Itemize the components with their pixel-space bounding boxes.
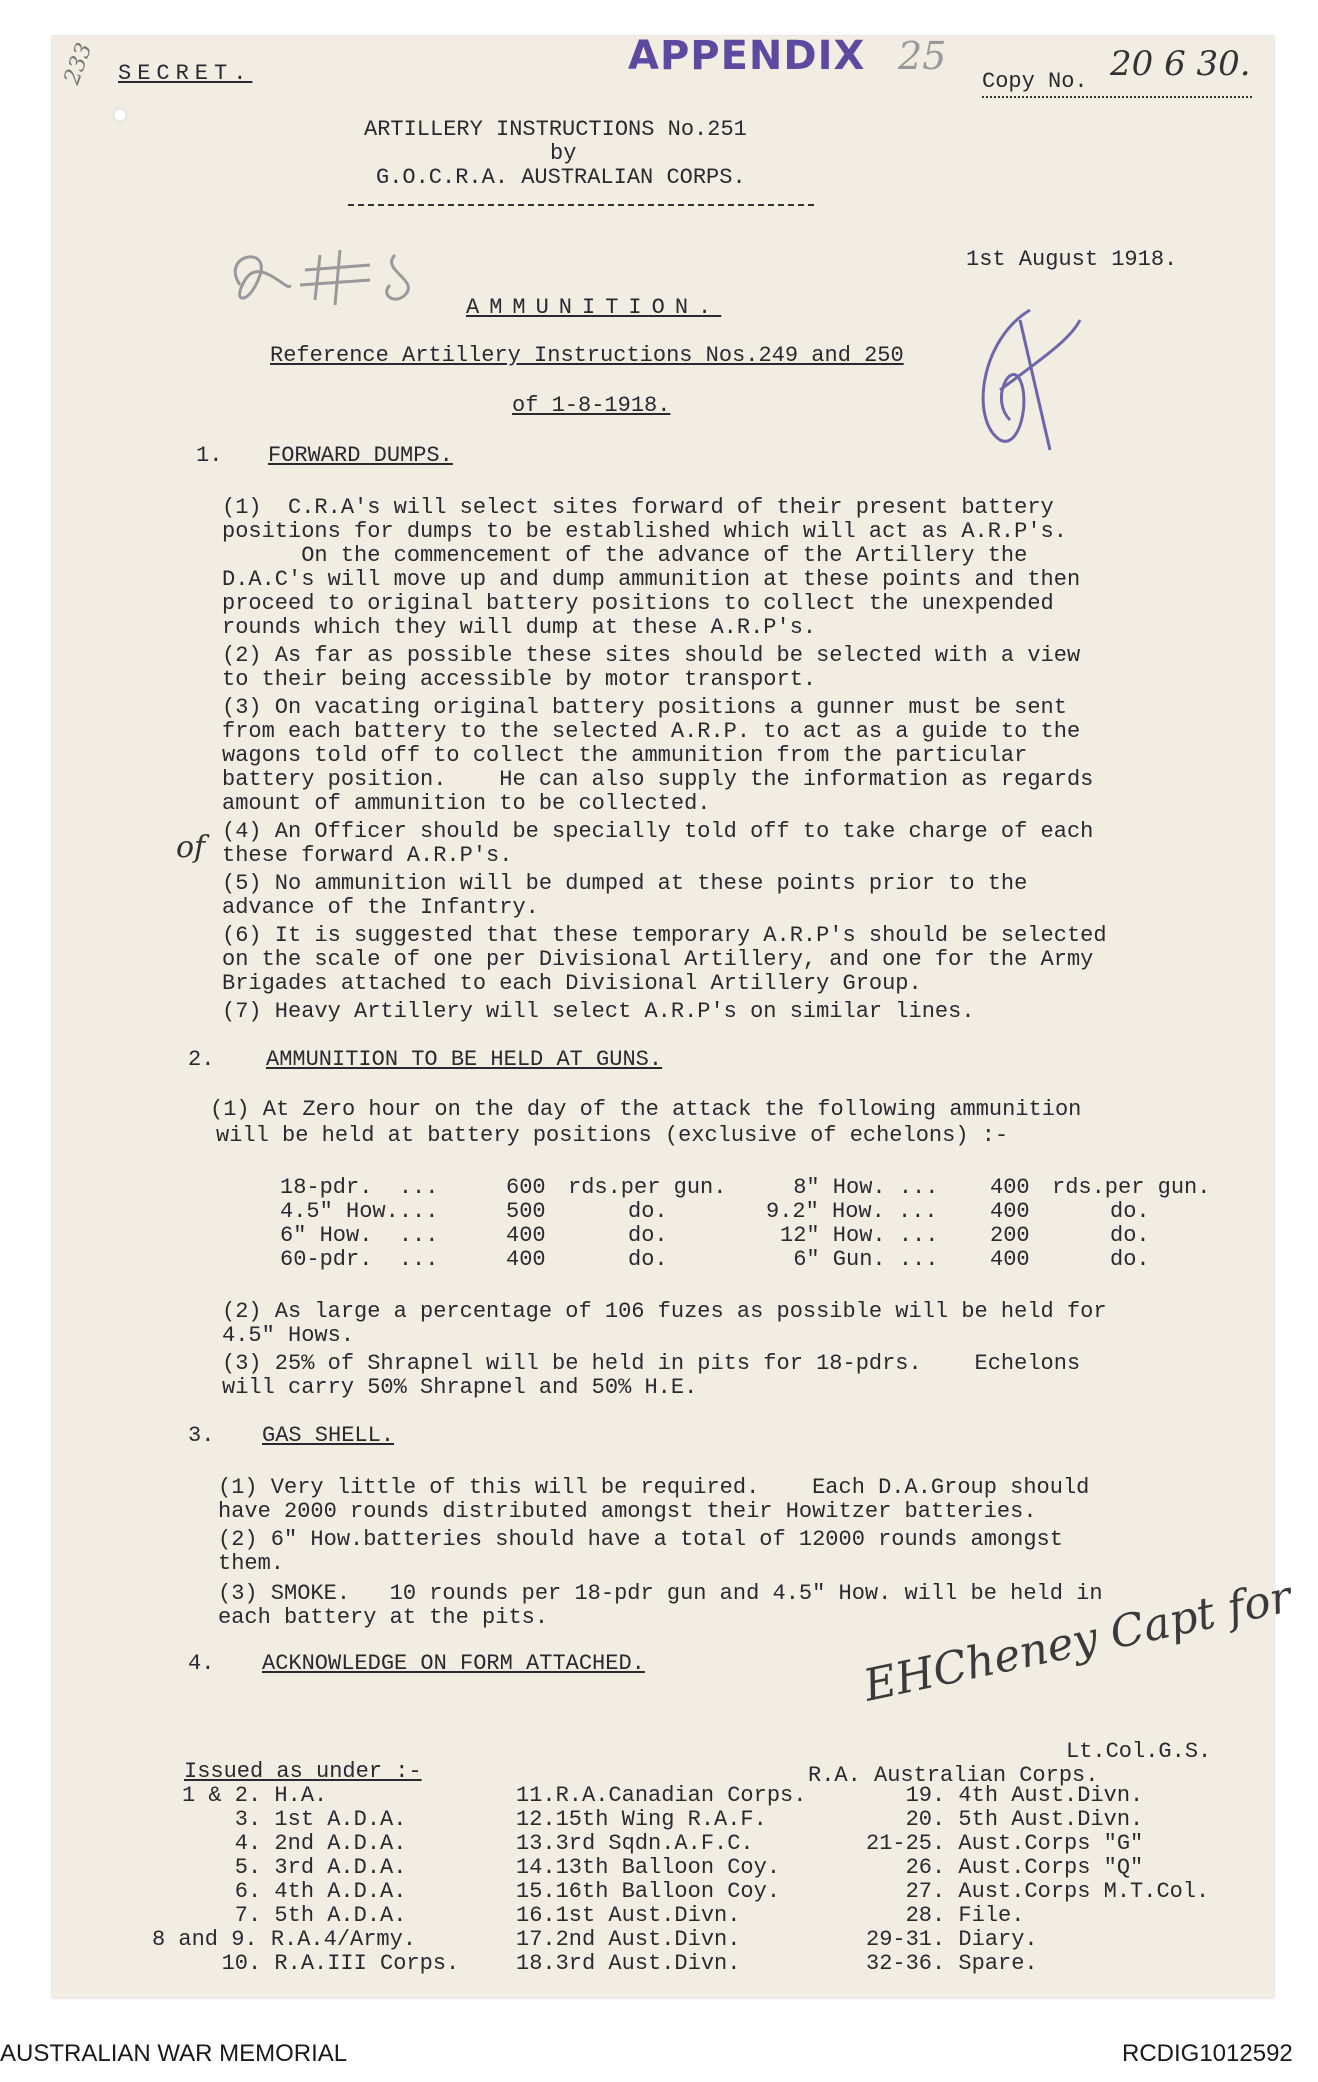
section3-number: 3. [188,1423,215,1448]
gun-quantity: 400 [990,1175,1030,1200]
s1-line: D.A.C's will move up and dump ammunition at these points and then [222,567,1081,592]
pencil-note: 233 [59,39,98,88]
s1-line: to their being accessible by motor transport. [222,667,817,692]
s3-line: each battery at the pits. [218,1605,549,1630]
appendix-stamp: APPENDIX [628,33,866,79]
document-date: 1st August 1918. [966,247,1178,272]
section1-number: 1. [196,443,223,468]
s1-line: (1) C.R.A's will select sites forward of their present battery [222,495,1054,520]
subject-reference-date: of 1-8-1918. [512,393,671,418]
list-item: 5. 3rd A.D.A. [182,1855,407,1880]
list-item: 18.3rd Aust.Divn. [516,1951,741,1976]
title-divider [348,204,814,206]
distribution-heading: Issued as under :- [184,1759,422,1784]
s3-line: (3) SMOKE. 10 rounds per 18-pdr gun and 4.5" How. will be held in [218,1581,1103,1606]
gun-unit: do. [628,1223,668,1248]
gun-unit: rds.per gun. [1052,1175,1211,1200]
s2-intro: will be held at battery positions (exclusive of echelons) :- [216,1123,1009,1148]
s1-line: amount of ammunition to be collected. [222,791,711,816]
list-item: 16.1st Aust.Divn. [516,1903,741,1928]
s1-line: these forward A.R.P's. [222,843,513,868]
s3-line: have 2000 rounds distributed amongst their Howitzer batteries. [218,1499,1037,1524]
list-item: 13.3rd Sqdn.A.F.C. [516,1831,754,1856]
gun-name: 6" Gun. ... [780,1247,939,1272]
gun-quantity: 500 [506,1199,546,1224]
list-item: 12.15th Wing R.A.F. [516,1807,767,1832]
s2-line: (2) As large a percentage of 106 fuzes as possible will be held for [222,1299,1107,1324]
gun-quantity: 400 [506,1247,546,1272]
list-item: 15.16th Balloon Coy. [516,1879,781,1904]
gun-name: 18-pdr. ... [280,1175,439,1200]
list-item: 6. 4th A.D.A. [182,1879,407,1904]
copy-label: Copy No. [982,69,1088,94]
s1-line: battery position. He can also supply the information as regards [222,767,1094,792]
list-item: 21-25. Aust.Corps "G" [866,1831,1144,1856]
list-item: 19. 4th Aust.Divn. [866,1783,1144,1808]
gun-name: 9.2" How. ... [766,1199,938,1224]
footer-source: AUSTRALIAN WAR MEMORIAL [0,2040,348,2067]
list-item: 17.2nd Aust.Divn. [516,1927,741,1952]
gun-unit: do. [1110,1199,1150,1224]
gun-name: 8" How. ... [780,1175,939,1200]
list-item: 8 and 9. R.A.4/Army. [152,1927,417,1952]
s1-line: (2) As far as possible these sites should be selected with a view [222,643,1081,668]
gun-name: 12" How. ... [780,1223,939,1248]
gun-quantity: 400 [990,1247,1030,1272]
s1-line: On the commencement of the advance of the Artillery the [222,543,1028,568]
list-item: 7. 5th A.D.A. [182,1903,407,1928]
list-item: 10. R.A.III Corps. [182,1951,460,1976]
signature-unit: R.A. Australian Corps. [808,1763,1099,1788]
s2-line: 4.5" Hows. [222,1323,355,1348]
list-item: 32-36. Spare. [866,1951,1038,1976]
s1-line: Brigades attached to each Divisional Artillery Group. [222,971,922,996]
s3-line: (1) Very little of this will be required. Each D.A.Group should [218,1475,1090,1500]
title-line1: ARTILLERY INSTRUCTIONS No.251 [364,117,747,142]
s1-line: from each battery to the selected A.R.P. to act as a guide to the [222,719,1081,744]
s3-line: them. [218,1551,285,1576]
s1-line: proceed to original battery positions to collect the unexpended [222,591,1054,616]
list-item: 26. Aust.Corps "Q" [866,1855,1144,1880]
copy-underline [982,96,1252,98]
title-line2: by [550,141,577,166]
gun-quantity: 600 [506,1175,546,1200]
s1-line: (4) An Officer should be specially told off to take charge of each [222,819,1094,844]
gun-unit: do. [628,1247,668,1272]
title-line3: G.O.C.R.A. AUSTRALIAN CORPS. [376,165,746,190]
list-item: 27. Aust.Corps M.T.Col. [866,1879,1210,1904]
section1-heading: FORWARD DUMPS. [268,443,453,468]
list-item: 29-31. Diary. [866,1927,1038,1952]
appendix-number: 25 [898,34,947,78]
gun-quantity: 400 [990,1199,1030,1224]
handwritten-signature: EHCheney Capt for [859,1571,1296,1712]
s1-line: (5) No ammunition will be dumped at these points prior to the [222,871,1028,896]
gun-quantity: 400 [506,1223,546,1248]
s1-line: (6) It is suggested that these temporary A.R.P's should be selected [222,923,1107,948]
margin-note: of [176,830,206,865]
gun-name: 60-pdr. ... [280,1247,439,1272]
section4-heading: ACKNOWLEDGE ON FORM ATTACHED. [262,1651,645,1676]
s1-line: (7) Heavy Artillery will select A.R.P's on similar lines. [222,999,975,1024]
secret-label: SECRET. [118,61,253,86]
subject-reference: Reference Artillery Instructions Nos.249 and 250 [270,343,904,368]
subject-title: AMMUNITION. [466,295,722,320]
s2-line: will carry 50% Shrapnel and 50% H.E. [222,1375,698,1400]
ink-initials-icon [960,300,1090,470]
list-item: 3. 1st A.D.A. [182,1807,407,1832]
gun-unit: rds.per gun. [568,1175,727,1200]
s1-line: advance of the Infantry. [222,895,539,920]
gun-quantity: 200 [990,1223,1030,1248]
footer-reference: RCDIG1012592 [1122,2040,1293,2067]
copy-number: 20 6 30. [1110,44,1251,84]
section4-number: 4. [188,1651,215,1676]
s1-line: rounds which they will dump at these A.R.P's. [222,615,817,640]
list-item: 4. 2nd A.D.A. [182,1831,407,1856]
list-item: 14.13th Balloon Coy. [516,1855,781,1880]
list-item: 28. File. [866,1903,1025,1928]
s1-line: positions for dumps to be established which will act as A.R.P's. [222,519,1067,544]
s1-line: on the scale of one per Divisional Artillery, and one for the Army [222,947,1094,972]
s3-line: (2) 6" How.batteries should have a total of 12000 rounds amongst [218,1527,1063,1552]
gun-unit: do. [628,1199,668,1224]
gun-unit: do. [1110,1247,1150,1272]
list-item: 1 & 2. H.A. [182,1783,328,1808]
section3-heading: GAS SHELL. [262,1423,395,1448]
list-item: 11.R.A.Canadian Corps. [516,1783,807,1808]
punch-hole [113,108,127,122]
s1-line: (3) On vacating original battery positions a gunner must be sent [222,695,1067,720]
section2-heading: AMMUNITION TO BE HELD AT GUNS. [266,1047,663,1072]
signature-rank: Lt.Col.G.S. [1066,1739,1212,1764]
gun-name: 4.5" How.... [280,1199,439,1224]
pencil-scribble-icon [220,225,460,325]
s2-line: (3) 25% of Shrapnel will be held in pits for 18-pdrs. Echelons [222,1351,1081,1376]
gun-name: 6" How. ... [280,1223,439,1248]
list-item: 20. 5th Aust.Divn. [866,1807,1144,1832]
section2-number: 2. [188,1047,215,1072]
gun-unit: do. [1110,1223,1150,1248]
s1-line: wagons told off to collect the ammunition from the particular [222,743,1028,768]
s2-intro: (1) At Zero hour on the day of the attack the following ammunition [210,1097,1082,1122]
